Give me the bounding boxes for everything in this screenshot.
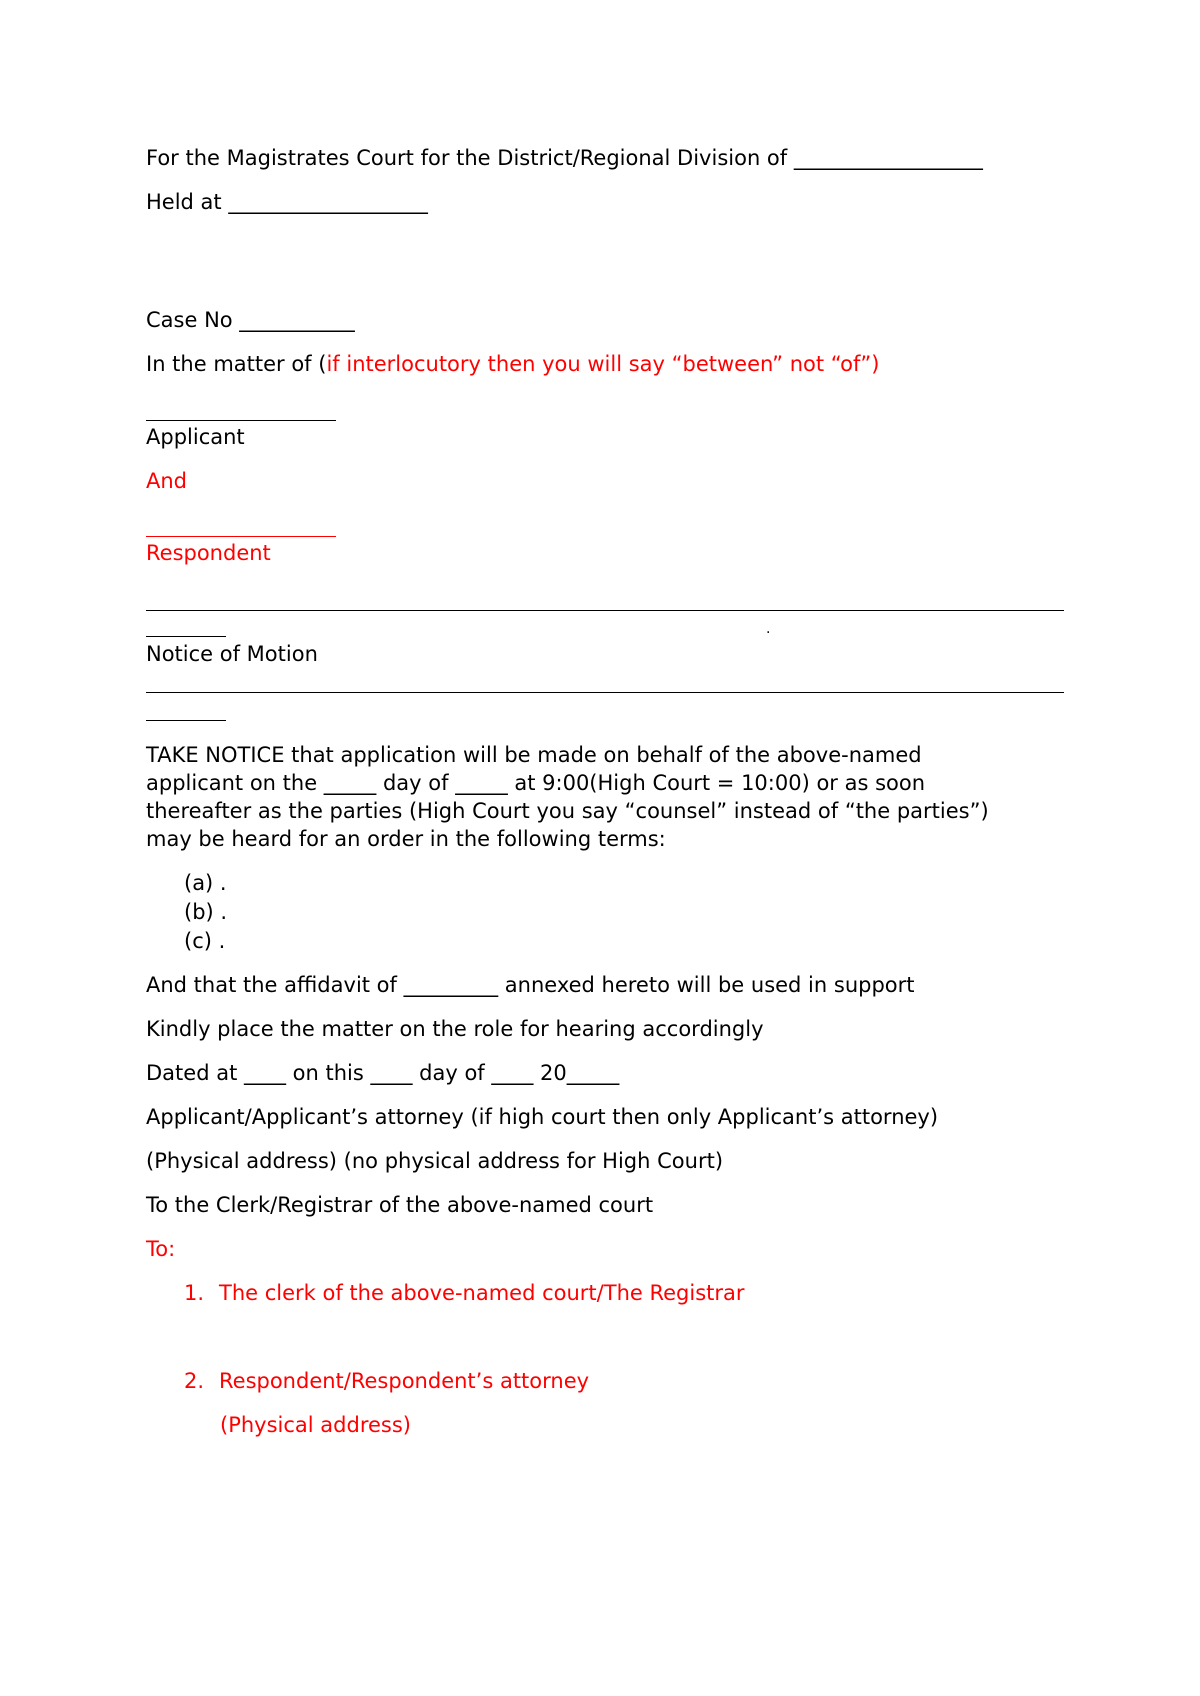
matter-note: if interlocutory then you will say “between” not “of”) <box>326 352 880 376</box>
title-top-rule-tail <box>146 636 226 637</box>
term-b: (b) . <box>184 900 228 924</box>
held-at-line: Held at ___________________ <box>146 190 428 214</box>
notice-line-2: applicant on the _____ day of _____ at 9:00(High Court = 10:00) or as soon <box>146 771 926 795</box>
physical-address-note: (Physical address) <box>220 1413 411 1437</box>
court-line: For the Magistrates Court for the District/Regional Division of __________________ <box>146 146 983 170</box>
notice-line-3: thereafter as the parties (High Court you say “counsel” instead of “the parties”) <box>146 799 989 823</box>
and-label: And <box>146 469 188 493</box>
address-line: (Physical address) (no physical address for High Court) <box>146 1149 724 1173</box>
term-a: (a) . <box>184 871 227 895</box>
addressee-1-number: 1. <box>184 1281 205 1305</box>
term-c: (c) . <box>184 929 226 953</box>
separator-dot: . <box>766 621 771 637</box>
matter-prefix: In the matter of ( <box>146 352 327 376</box>
kindly-line: Kindly place the matter on the role for hearing accordingly <box>146 1017 764 1041</box>
applicant-signature-line <box>146 420 336 421</box>
title-bottom-rule <box>146 692 1064 693</box>
matter-line <box>146 354 879 375</box>
addressee-2-text: Respondent/Respondent’s attorney <box>219 1369 590 1393</box>
case-number-line: Case No ___________ <box>146 308 355 332</box>
applicant-label: Applicant <box>146 425 245 449</box>
addressee-2-number: 2. <box>184 1369 205 1393</box>
addressee-1-text: The clerk of the above-named court/The Registrar <box>219 1281 745 1305</box>
notice-line-1: TAKE NOTICE that application will be made on behalf of the above-named <box>146 743 922 767</box>
attorney-line: Applicant/Applicant’s attorney (if high court then only Applicant’s attorney) <box>146 1105 939 1129</box>
dated-line: Dated at ____ on this ____ day of ____ 20_____ <box>146 1061 620 1085</box>
notice-of-motion-title: Notice of Motion <box>146 642 318 666</box>
respondent-signature-line <box>146 536 336 537</box>
to-label: To: <box>146 1237 176 1261</box>
affidavit-line: And that the affidavit of _________ annexed hereto will be used in support <box>146 973 915 997</box>
respondent-label: Respondent <box>146 541 271 565</box>
title-top-rule <box>146 610 1064 611</box>
to-clerk-line: To the Clerk/Registrar of the above-named court <box>146 1193 654 1217</box>
title-bottom-rule-tail <box>146 720 226 721</box>
notice-line-4: may be heard for an order in the following terms: <box>146 827 666 851</box>
